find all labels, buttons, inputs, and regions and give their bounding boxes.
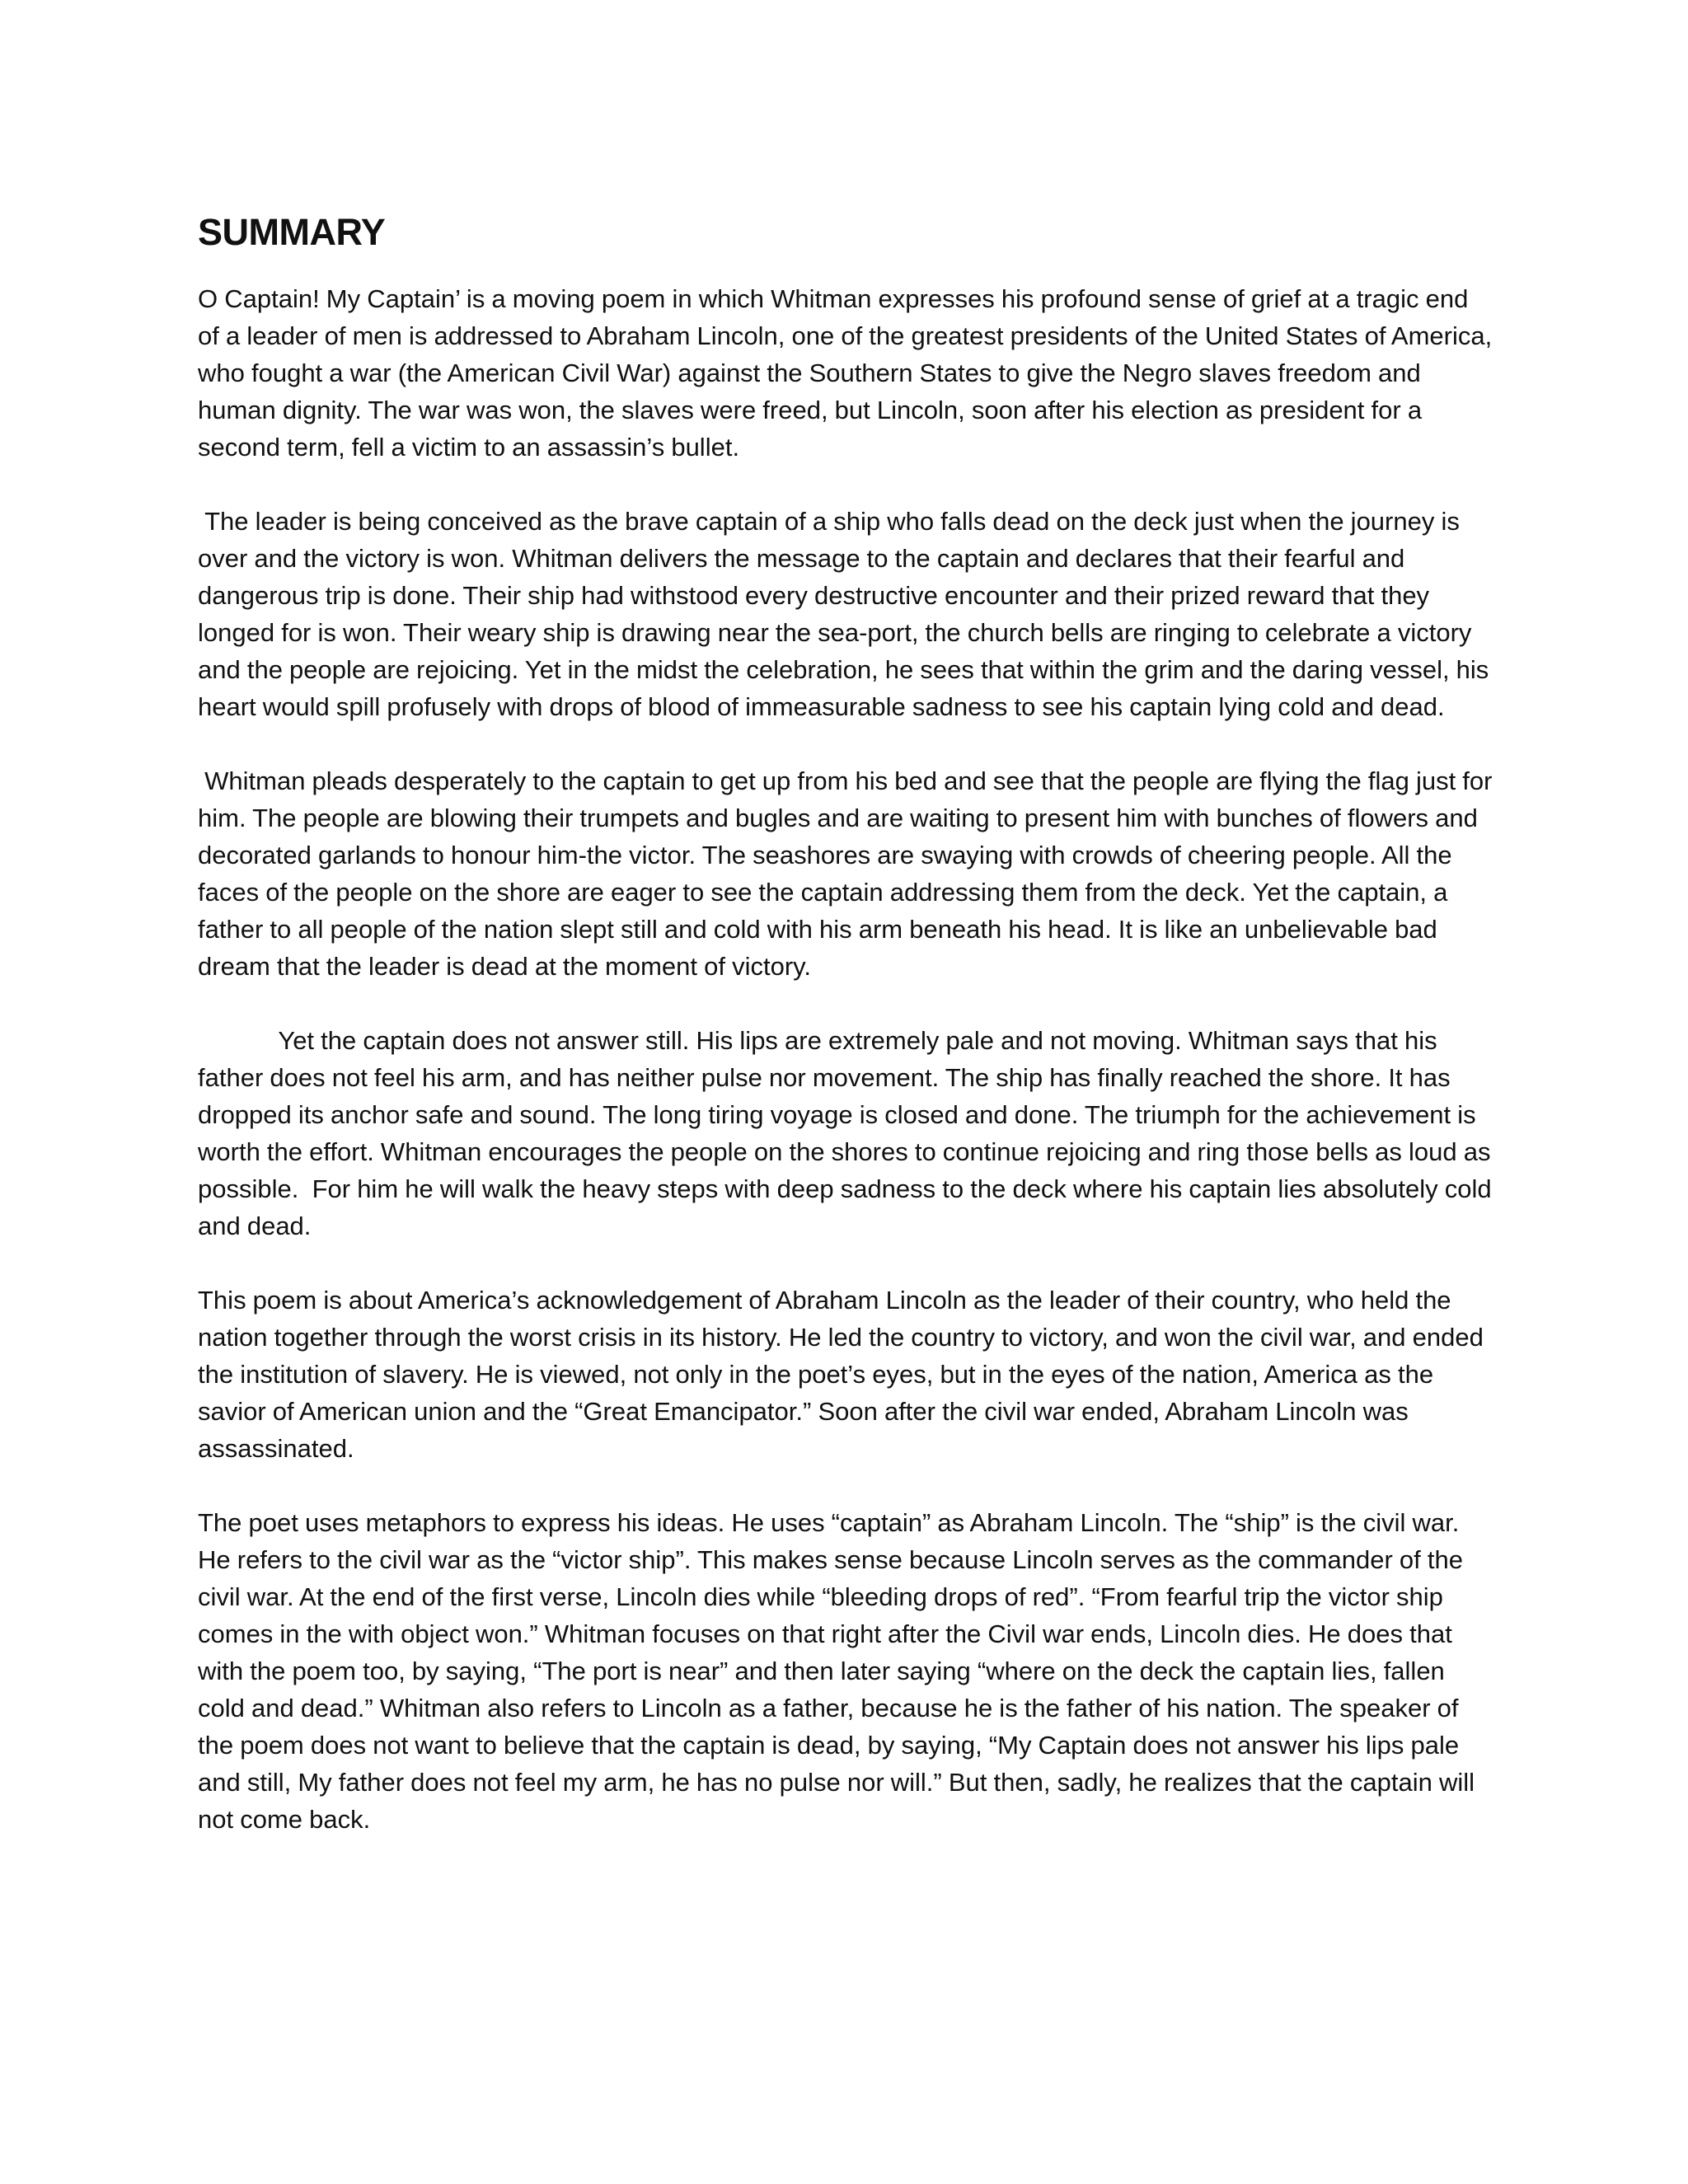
paragraph-captain-silent: Yet the captain does not answer still. His lips are extremely pale and not moving. Whitman says that his father does not feel his arm, and has neither pulse nor movement. The ship has finally reached the shore. It has dropped its anchor safe and sound. The long tiring voyage is closed and done. The triumph for the achievement is worth the effort. Whitman encourages the people on the shores to continue rejoicing and ring those bells as loud as possible. For him he will walk the heavy steps with deep sadness to the deck where his captain lies absolutely cold and dead. <box>198 1026 1498 1240</box>
paragraph-whitman-pleads: Whitman pleads desperately to the captain to get up from his bed and see that the people are flying the flag just for him. The people are blowing their trumpets and bugles and are waiting to present him with bunches of flowers and decorated garlands to honour him-the victor. The seashores are swaying with crowds of cheering people. All the faces of the people on the shore are eager to see the captain addressing them from the deck. Yet the captain, a father to all people of the nation slept still and cold with his arm beneath his head. It is like an unbelievable bad dream that the leader is dead at the moment of victory. <box>198 766 1499 981</box>
paragraph-leader-captain: The leader is being conceived as the brave captain of a ship who falls dead on the deck just when the journey is over and the victory is won. Whitman delivers the message to the captain and declares that their fearful and dangerous trip is done. Their ship had withstood every destructive encounter and their prized reward that they longed for is won. Their weary ship is drawing near the sea-port, the church bells are ringing to celebrate a victory and the people are rejoicing. Yet in the midst the celebration, he sees that within the grim and the daring vessel, his heart would spill profusely with drops of blood of immeasurable sadness to see his captain lying cold and dead. <box>198 507 1496 721</box>
paragraph-lincoln-legacy: This poem is about America’s acknowledgement of Abraham Lincoln as the leader of their country, who held the nation together through the worst crisis in its history. He led the country to victory, and won the civil war, and ended the institution of slavery. He is viewed, not only in the poet’s eyes, but in the eyes of the nation, America as the savior of American union and the “Great Emancipator.” Soon after the civil war ended, Abraham Lincoln was assassinated. <box>198 1286 1490 1463</box>
document-body <box>198 208 1499 1838</box>
document-title: SUMMARY <box>198 211 386 253</box>
paragraph-intro: O Captain! My Captain’ is a moving poem in which Whitman expresses his profound sense of grief at a tragic end of a leader of men is addressed to Abraham Lincoln, one of the greatest presidents of the United States of America, who fought a war (the American Civil War) against the Southern States to give the Negro slaves freedom and human dignity. The war was won, the slaves were freed, but Lincoln, soon after his election as president for a second term, fell a victim to an assassin’s bullet. <box>198 284 1499 462</box>
paragraph-metaphors: The poet uses metaphors to express his ideas. He uses “captain” as Abraham Lincoln. The “ship” is the civil war. He refers to the civil war as the “victor ship”. This makes sense because Lincoln serves as the commander of the civil war. At the end of the first verse, Lincoln dies while “bleeding drops of red”. “From fearful trip the victor ship comes in the with object won.” Whitman focuses on that right after the Civil war ends, Lincoln dies. He does that with the poem too, by saying, “The port is near” and then later saying “where on the deck the captain lies, fallen cold and dead.” Whitman also refers to Lincoln as a father, because he is the father of his nation. The speaker of the poem does not want to believe that the captain is dead, by saying, “My Captain does not answer his lips pale and still, My father does not feel my arm, he has no pulse nor will.” But then, sadly, he realizes that the captain will not come back. <box>198 1508 1482 1834</box>
